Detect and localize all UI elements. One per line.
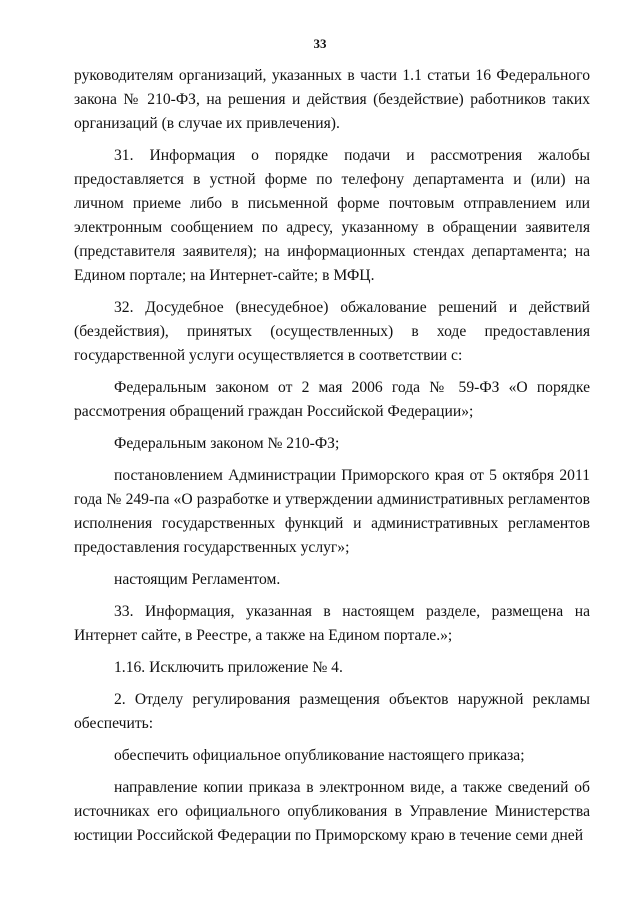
paragraph-copy-direction: направление копии приказа в электронном виде, а также сведений об источниках его официального опубликования в Управление Министерства юстиции Российской Федерации по Приморскому краю в течение семи дней bbox=[74, 779, 590, 844]
paragraph-law-210-fz: Федеральным законом № 210-ФЗ; bbox=[114, 435, 340, 452]
paragraph-item-2: 2. Отделу регулирования размещения объектов наружной рекламы обеспечить: bbox=[74, 691, 590, 732]
document-body bbox=[74, 64, 590, 856]
paragraph-law-59-fz: Федеральным законом от 2 мая 2006 года № 59-ФЗ «О порядке рассмотрения обращений граждан Российской Федерации»; bbox=[74, 379, 590, 420]
paragraph-this-regulation: настоящим Регламентом. bbox=[114, 571, 281, 588]
paragraph-publication: обеспечить официальное опубликование настоящего приказа; bbox=[114, 747, 525, 764]
paragraph-item-1-16: 1.16. Исключить приложение № 4. bbox=[114, 659, 343, 676]
paragraph-item-32: 32. Досудебное (внесудебное) обжалование решений и действий (бездействия), принятых (осуществленных) в ходе предоставления государственной услуги осуществляется в соответствии с: bbox=[74, 299, 590, 364]
page-number: 33 bbox=[313, 36, 327, 51]
paragraph-resolution-249-pa: постановлением Администрации Приморского края от 5 октября 2011 года № 249-па «О разработке и утверждении административных регламентов исполнения государственных функций и административных регламентов предоставления государственных услуг»; bbox=[74, 467, 590, 556]
paragraph-continuation: руководителям организаций, указанных в части 1.1 статьи 16 Федерального закона № 210-ФЗ, на решения и действия (бездействие) работников таких организаций (в случае их привлечения). bbox=[74, 67, 590, 132]
paragraph-item-31: 31. Информация о порядке подачи и рассмотрения жалобы предоставляется в устной форме по телефону департамента и (или) на личном приеме либо в письменной форме почтовым отправлением или электронным сообщением по адресу, указанному в обращении заявителя (представителя заявителя); на информационных стендах департамента; на Едином портале; на Интернет-сайте; в МФЦ. bbox=[74, 147, 590, 284]
paragraph-item-33: 33. Информация, указанная в настоящем разделе, размещена на Интернет сайте, в Реестре, а также на Едином портале.»; bbox=[74, 603, 590, 644]
